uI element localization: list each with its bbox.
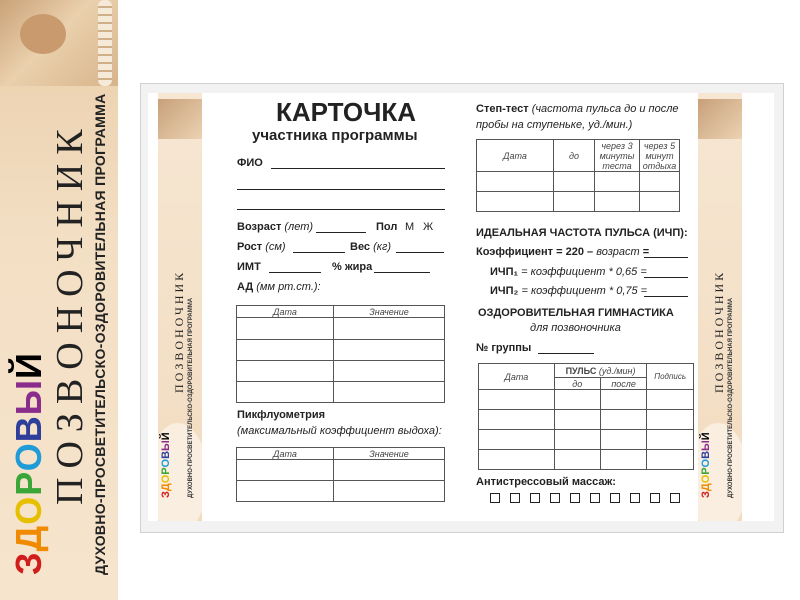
pulse-col-after: после <box>600 378 646 390</box>
step-col-date: Дата <box>477 140 554 172</box>
fio-field-line-2[interactable] <box>237 189 445 190</box>
ichp1-row: ИЧП₁ = коэффициент * 0,65 = <box>490 266 647 278</box>
program-subtitle: ДУХОВНО-ПРОСВЕТИТЕЛЬСКО-ОЗДОРОВИТЕЛЬНАЯ ПРОГРАММА <box>92 93 108 575</box>
peak-label: Пикфлуометрия <box>237 409 326 421</box>
massage-checkbox[interactable] <box>530 493 540 503</box>
step-test-label: Степ-тест (частота пульса до и после <box>476 103 679 115</box>
massage-checkbox[interactable] <box>650 493 660 503</box>
massage-photo <box>0 0 118 86</box>
bp-label: АД (мм рт.ст.): <box>237 281 321 293</box>
ichp2-row: ИЧП₂ = коэффициент * 0,75 = <box>490 285 648 297</box>
ichp2-field[interactable] <box>644 296 688 297</box>
pulse-table <box>478 363 694 470</box>
fio-field[interactable] <box>271 168 445 169</box>
weight-field[interactable] <box>396 252 444 253</box>
table-row[interactable] <box>237 460 445 481</box>
peak-hint: (максимальный коэффициент выдоха): <box>237 425 442 437</box>
bmi-label: ИМТ <box>237 261 261 273</box>
peak-col-date: Дата <box>237 448 334 460</box>
table-row[interactable] <box>237 361 445 382</box>
strip-spine-word: ПОЗВОНОЧНИК <box>712 269 726 393</box>
strip-spine-word: ПОЗВОНОЧНИК <box>172 269 186 393</box>
brand-word-pozvonochnik: ПОЗВОНОЧНИК <box>49 120 91 505</box>
massage-checkbox[interactable] <box>670 493 680 503</box>
fat-label: % жира <box>332 261 373 273</box>
table-row[interactable] <box>237 481 445 502</box>
bp-col-date: Дата <box>237 306 334 318</box>
step-col-before: до <box>554 140 595 172</box>
card-right-strip <box>698 93 742 521</box>
height-field[interactable] <box>293 252 345 253</box>
massage-checkbox[interactable] <box>570 493 580 503</box>
massage-checkbox[interactable] <box>590 493 600 503</box>
massage-checkbox[interactable] <box>610 493 620 503</box>
brand-word-zdorovy: ЗДОРОВЫЙ <box>8 352 49 575</box>
participant-card <box>148 93 774 521</box>
height-label: Рост (см) <box>237 241 286 253</box>
table-row[interactable] <box>479 430 694 450</box>
bp-col-value: Значение <box>334 306 445 318</box>
pulse-col-sign: Подпись <box>647 364 694 390</box>
massage-label: Антистрессовый массаж: <box>476 476 616 488</box>
table-row[interactable] <box>477 192 680 212</box>
bp-table <box>236 305 445 403</box>
photo-figure <box>20 14 66 54</box>
table-row[interactable] <box>477 172 680 192</box>
strip-brand: ЗДОРОВЫЙ <box>700 432 712 498</box>
group-label: № группы <box>476 342 532 354</box>
strip-photo <box>158 99 202 139</box>
strip-subtitle: ДУХОВНО-ПРОСВЕТИТЕЛЬСКО-ОЗДОРОВИТЕЛЬНАЯ ПРОГРАММА <box>188 297 194 498</box>
weight-label: Вес (кг) <box>350 241 392 253</box>
group-field[interactable] <box>538 353 594 354</box>
pulse-col-pulse: ПУЛЬС (уд./мин) <box>554 364 647 378</box>
peak-table <box>236 447 445 502</box>
ichp1-field[interactable] <box>644 277 688 278</box>
card-subtitle: участника программы <box>252 127 418 144</box>
coef-field[interactable] <box>644 257 688 258</box>
peak-col-value: Значение <box>334 448 445 460</box>
fio-field-line-3[interactable] <box>237 209 445 210</box>
sex-label: Пол <box>376 221 398 233</box>
table-row[interactable] <box>237 318 445 340</box>
massage-checkboxes <box>490 493 680 503</box>
gym-subtitle: для позвоночника <box>530 322 621 334</box>
sex-option-f[interactable]: Ж <box>423 221 434 233</box>
card-left-strip <box>158 93 202 521</box>
pulse-col-before: до <box>554 378 600 390</box>
strip-photo <box>698 99 742 139</box>
step-col-5min: через 5 минут отдыха <box>640 140 680 172</box>
card-title: КАРТОЧКА <box>276 97 417 127</box>
age-field[interactable] <box>316 232 366 233</box>
step-col-3min: через 3 минуты теста <box>595 140 640 172</box>
table-row[interactable] <box>479 410 694 430</box>
gym-title: ОЗДОРОВИТЕЛЬНАЯ ГИМНАСТИКА <box>478 307 674 319</box>
bmi-field[interactable] <box>269 272 321 273</box>
massage-checkbox[interactable] <box>510 493 520 503</box>
fat-field[interactable] <box>374 272 430 273</box>
step-test-hint: пробы на ступеньке, уд./мин.) <box>476 119 633 131</box>
sex-option-m[interactable]: М <box>405 221 415 233</box>
massage-checkbox[interactable] <box>630 493 640 503</box>
fio-label: ФИО <box>237 157 263 169</box>
ideal-pulse-title: ИДЕАЛЬНАЯ ЧАСТОТА ПУЛЬСА (ИЧП): <box>476 227 688 239</box>
table-row[interactable] <box>479 390 694 410</box>
pulse-col-date: Дата <box>479 364 555 390</box>
table-row[interactable] <box>237 382 445 403</box>
age-label: Возраст (лет) <box>237 221 314 233</box>
table-row[interactable] <box>479 450 694 470</box>
table-row[interactable] <box>237 340 445 361</box>
spine-illustration <box>98 0 112 86</box>
step-test-table <box>476 139 680 212</box>
left-banner <box>0 0 118 600</box>
strip-subtitle: ДУХОВНО-ПРОСВЕТИТЕЛЬСКО-ОЗДОРОВИТЕЛЬНАЯ ПРОГРАММА <box>728 297 734 498</box>
strip-brand: ЗДОРОВЫЙ <box>160 432 172 498</box>
massage-checkbox[interactable] <box>550 493 560 503</box>
coef-row: Коэффициент = 220 – возраст = <box>476 246 650 258</box>
massage-checkbox[interactable] <box>490 493 500 503</box>
